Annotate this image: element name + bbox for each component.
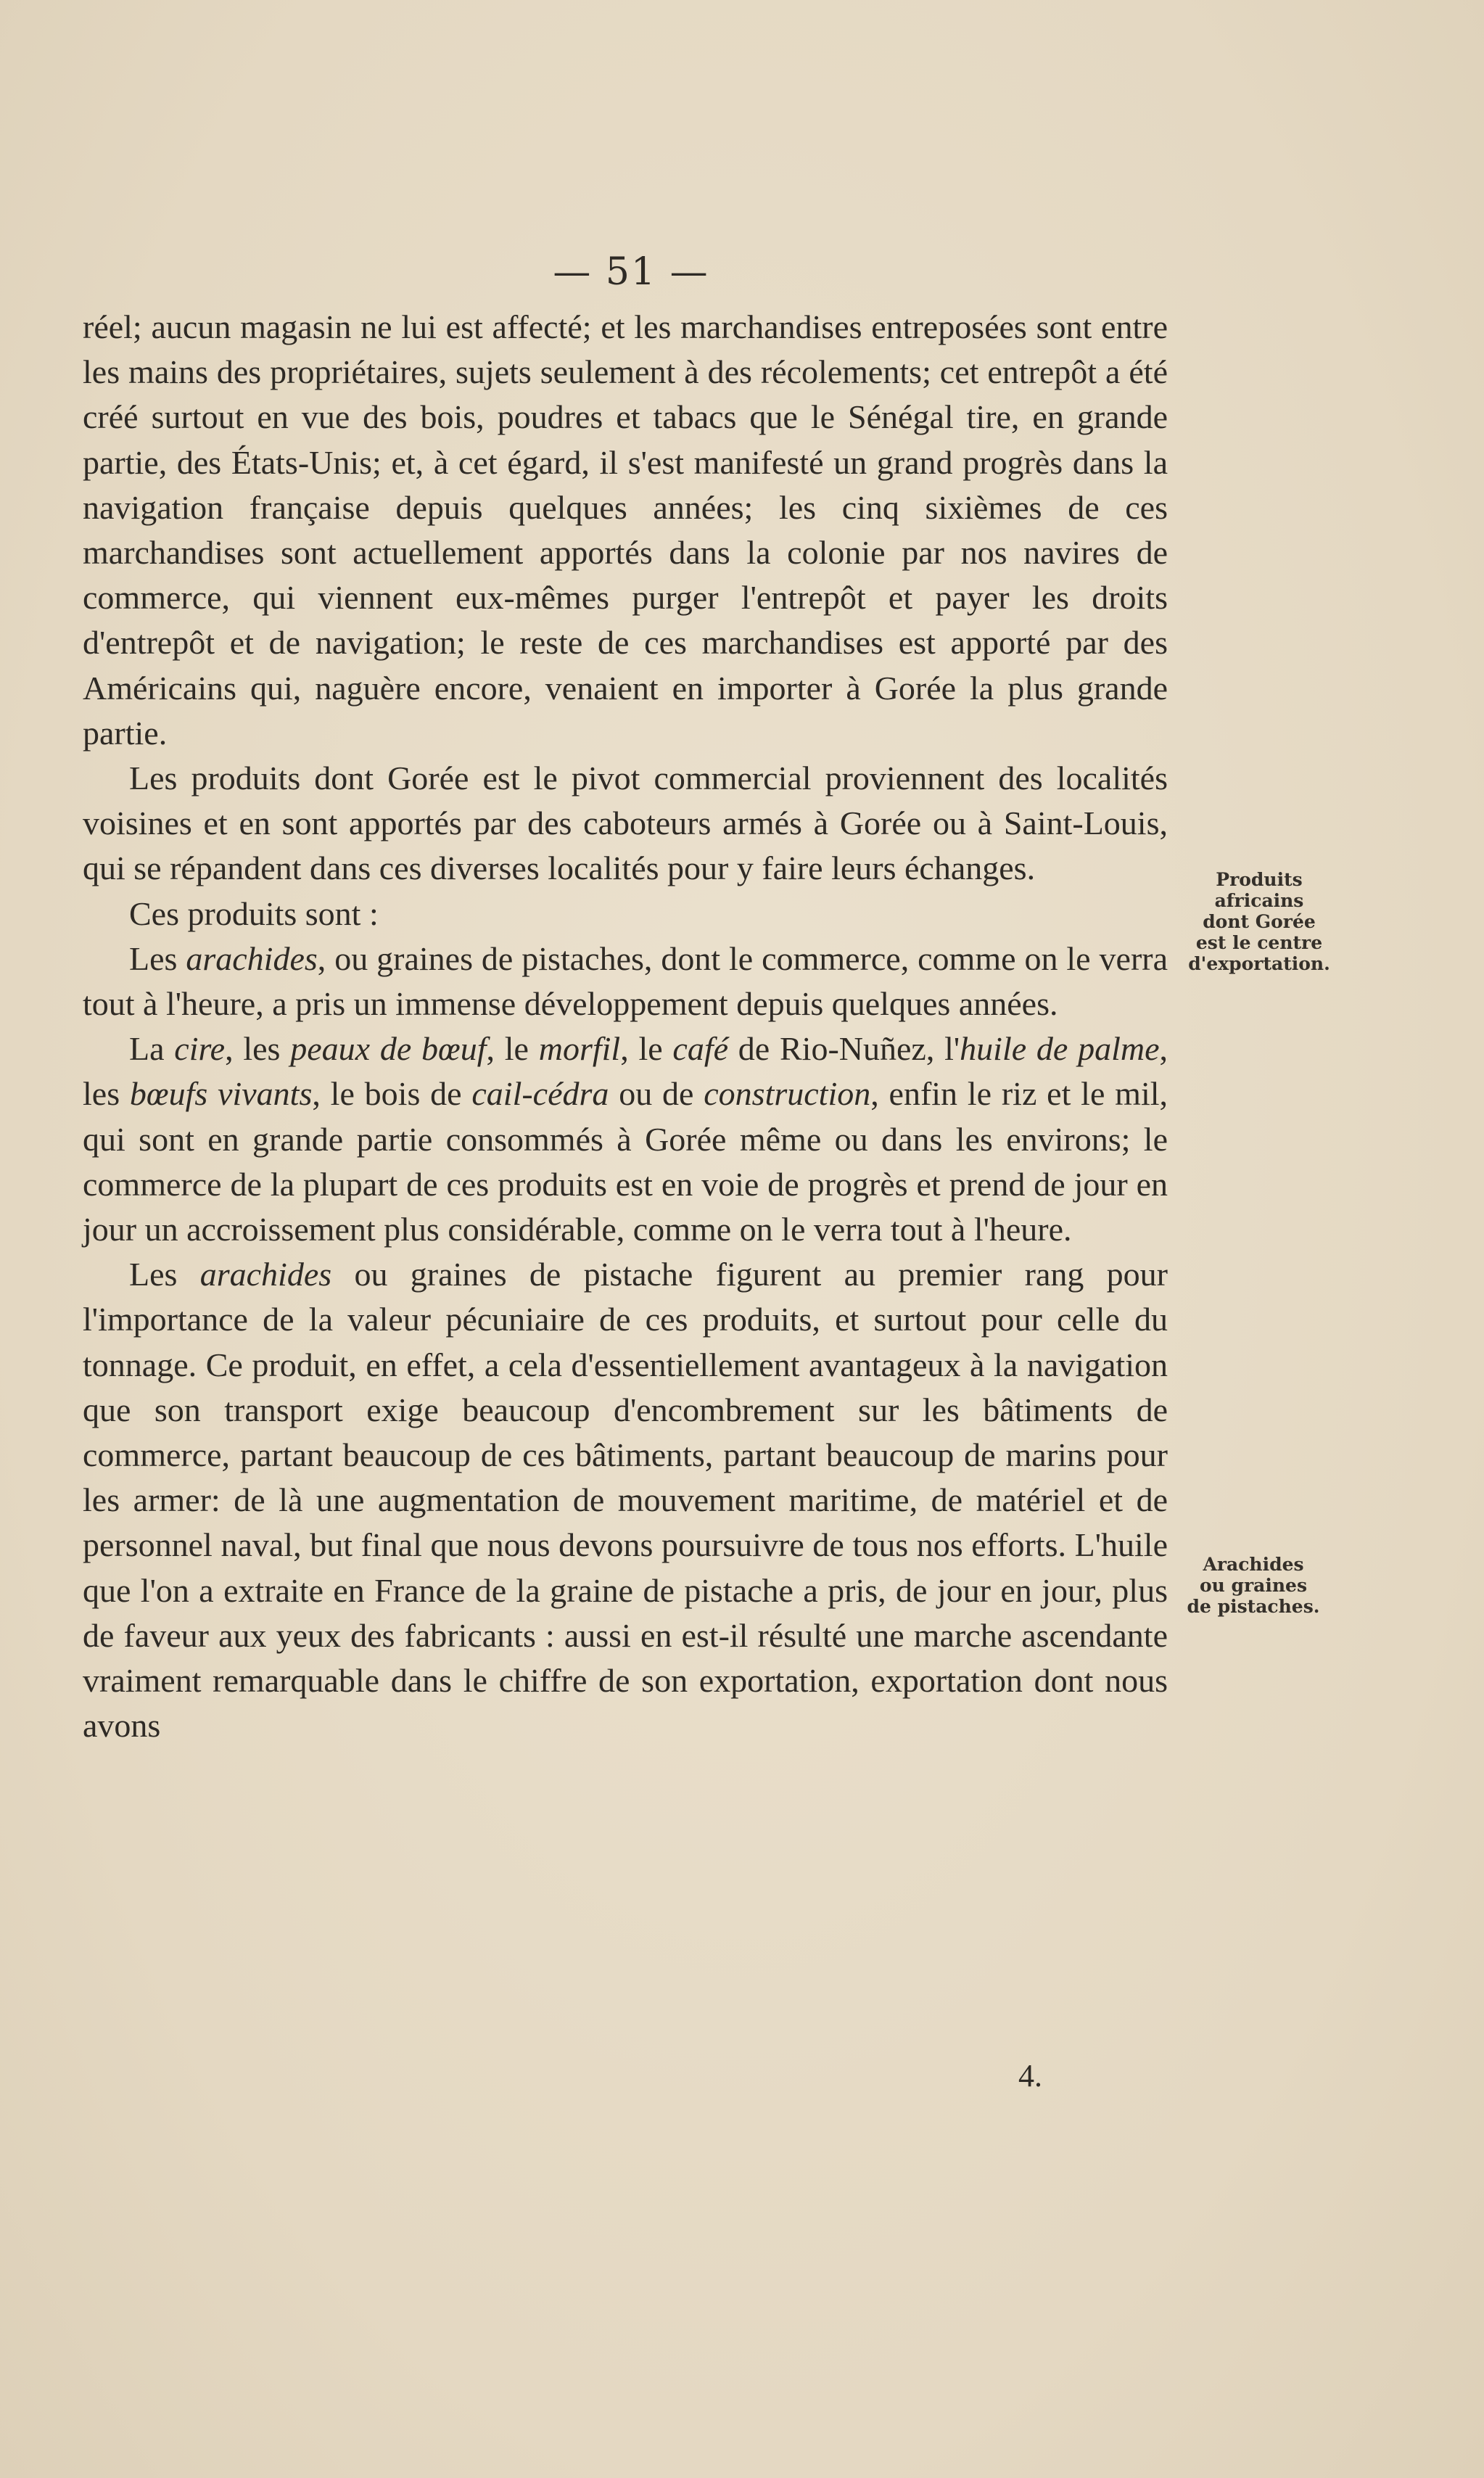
margin-note-line: est le centre	[1195, 932, 1323, 953]
paragraph-3: Ces produits sont :	[129, 894, 379, 932]
paragraph-5: La cire, les peaux de bœuf, le morfil, le café de Rio-Nuñez, l'huile de palme, les bœufs vivants, le bois de cail-cédra ou de construction, enfin le riz et le mil, qui sont en grande partie consommés à Gorée même ou dans les environs; le commerce de la plupart de ces produits est en voie de progrès et prend de jour en jour un accroissement plus considérable, comme on le verra tout à l'heure.	[83, 1030, 1168, 1248]
signature-mark: 4.	[1018, 2058, 1042, 2094]
paragraph-1: réel; aucun magasin ne lui est affecté; et les marchandises entreposées sont entre les mains des propriétaires, sujets seulement à des récolements; cet entrepôt a été créé surtout en vue des bois, poudres et tabacs que le Sénégal tire, en grande partie, des États-Unis; et, à cet égard, il s'est manifesté un grand progrès dans la navigation française depuis quelques années; les cinq sixièmes de ces marchandises sont actuellement apportés dans la colonie par nos navires de commerce, qui viennent eux-mêmes purger l'entrepôt et payer les droits d'entrepôt et de navigation; le reste de ces marchandises est apporté par des Américains qui, naguère encore, venaient en importer à Gorée la plus grande partie.	[83, 308, 1168, 752]
paragraph-6: Les arachides ou graines de pistache figurent au premier rang pour l'importance de la valeur pécuniaire de ces produits, et surtout pour celle du tonnage. Ce produit, en effet, a cela d'essentiellement avantageux à la navigation que son transport exige beaucoup d'encombrement sur les bâtiments de commerce, partant beaucoup de ces bâtiments, partant beaucoup de marins pour les armer: de là une augmentation de mouvement maritime, de matériel et de personnel naval, but final que nous devons poursuivre de tous nos efforts. L'huile que l'on a extraite en France de la graine de pistache a pris, de jour en jour, plus de faveur aux yeux des fabricants : aussi en est-il résulté une marche ascendante vraiment remarquable dans le chiffre de son exportation, exportation dont nous avons	[83, 1256, 1168, 1745]
paragraph-2: Les produits dont Gorée est le pivot commercial proviennent des localités voisines et en sont apportés par des caboteurs armés à Gorée ou à Saint-Louis, qui se répandent dans ces diverses localités pour y faire leurs échanges.	[83, 760, 1168, 887]
italic-term: bœufs vivants	[129, 1075, 313, 1113]
italic-term: cail-cédra	[471, 1075, 609, 1113]
margin-note-line: Arachides	[1203, 1554, 1304, 1575]
margin-note-line: d'exportation.	[1188, 953, 1330, 974]
margin-note-line: de pistaches.	[1187, 1596, 1320, 1617]
margin-note-line: africains	[1214, 890, 1304, 911]
page-number: — 51 —	[553, 250, 709, 294]
italic-term: morfil	[538, 1030, 621, 1068]
italic-term: arachides	[199, 1256, 332, 1293]
margin-note-line: ou graines	[1199, 1575, 1308, 1596]
paragraph-4: Les arachides, ou graines de pistaches, dont le commerce, comme on le verra tout à l'heure, a pris un immense développement depuis quelques années.	[83, 939, 1168, 1023]
italic-term: construction	[704, 1075, 871, 1113]
italic-term: cire	[174, 1030, 226, 1068]
italic-term: peaux de bœuf	[290, 1030, 487, 1068]
margin-note-line: dont Gorée	[1203, 911, 1316, 932]
italic-term: arachides	[186, 939, 318, 977]
body-text	[83, 305, 1168, 1749]
margin-note-line: Produits	[1216, 869, 1303, 890]
margin-note-products	[1174, 869, 1345, 974]
italic-term: huile de palme	[960, 1030, 1160, 1068]
margin-note-arachides	[1168, 1554, 1339, 1617]
italic-term: café	[672, 1030, 729, 1068]
